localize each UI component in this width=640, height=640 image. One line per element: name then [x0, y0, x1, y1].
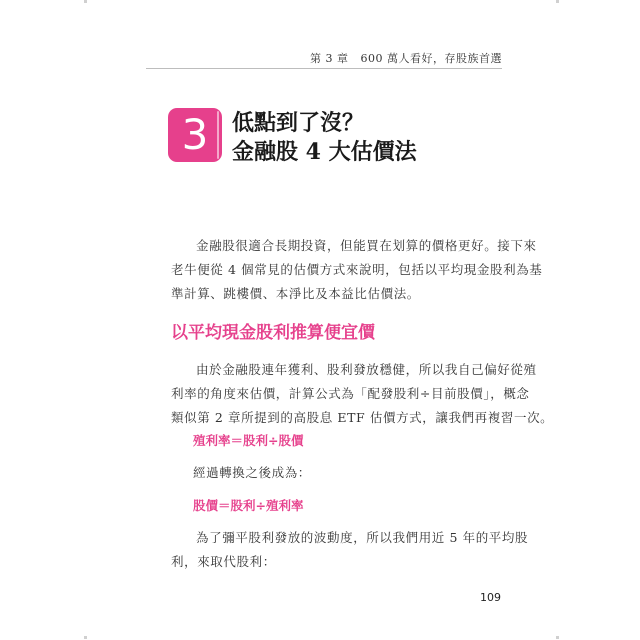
closing-line: 利，來取代股利： — [171, 554, 276, 569]
page-number: 109 — [480, 591, 501, 604]
price-formula: 股價＝股利÷殖利率 — [193, 498, 304, 513]
header-chapter: 第 3 章 — [310, 52, 349, 65]
closing-paragraph — [171, 526, 529, 574]
crop-mark — [84, 636, 87, 639]
header-divider — [146, 68, 502, 69]
chapter-title-line-2: 金融股 4 大估價法 — [232, 139, 417, 165]
intro-line: 金融股很適合長期投資，但能買在划算的價格更好。接下來 — [196, 238, 537, 253]
closing-line: 為了彌平股利發放的波動度，所以我們用近 5 年的平均股 — [196, 530, 529, 545]
intro-line: 準計算、跳樓價、本淨比及本益比估價法。 — [171, 286, 420, 301]
section-paragraph — [171, 358, 554, 430]
badge-edge-accent — [217, 111, 219, 159]
section-line: 類似第 2 章所提到的高股息 ETF 估價方式，讓我們再複習一次。 — [171, 410, 554, 425]
crop-mark — [84, 0, 87, 3]
chapter-number: 3 — [181, 110, 209, 159]
intro-paragraph — [171, 234, 543, 306]
chapter-title-line-1: 低點到了沒？ — [232, 110, 365, 136]
crop-mark — [556, 0, 559, 3]
intro-line: 老牛便從 4 個常見的估價方式來說明，包括以平均現金股利為基 — [171, 262, 543, 277]
running-header — [310, 50, 502, 66]
section-line: 利率的角度來估價，計算公式為「配發股利÷目前股價」，概念 — [171, 386, 530, 401]
section-heading: 以平均現金股利推算便宜價 — [171, 323, 375, 343]
conversion-text: 經過轉換之後成為： — [193, 465, 311, 480]
section-line: 由於金融股連年獲利、股利發放穩健，所以我自己偏好從殖 — [196, 362, 537, 377]
chapter-title — [232, 109, 417, 167]
chapter-number-badge — [168, 108, 222, 162]
yield-formula: 殖利率＝股利÷股價 — [193, 433, 304, 448]
header-tagline: 600 萬人看好，存股族首選 — [360, 52, 502, 65]
crop-mark — [556, 636, 559, 639]
